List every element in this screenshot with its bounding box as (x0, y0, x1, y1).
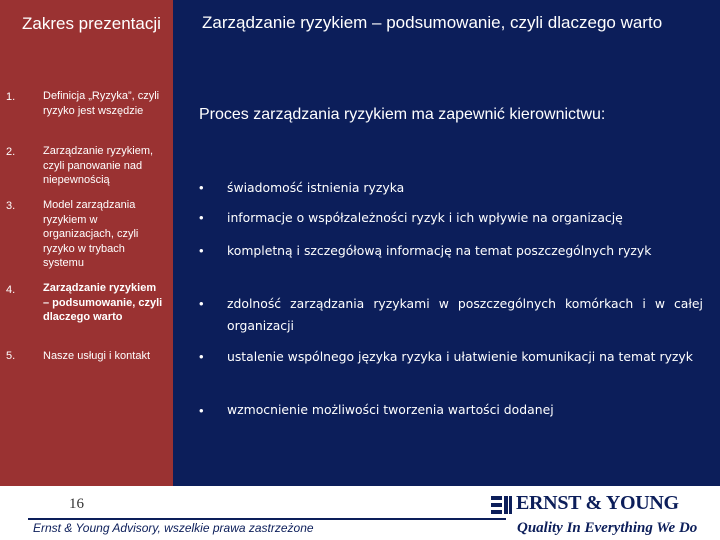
toc-item-number: 2. (6, 146, 16, 158)
slide-title: Zarządzanie ryzykiem – podsumowanie, czyli dlaczego warto (202, 13, 663, 32)
company-logo-text: ERNST & YOUNG (516, 492, 679, 514)
bullet-icon: • (199, 296, 204, 311)
bullet-icon: • (199, 180, 204, 195)
ey-logo-icon (491, 494, 513, 516)
bullet-text: kompletną i szczegółową informację na temat poszczególnych ryzyk (227, 243, 652, 258)
slide-subheading: Proces zarządzania ryzykiem ma zapewnić kierownictwu: (199, 106, 606, 123)
bullet-icon: • (199, 210, 204, 225)
toc-item-label: Model zarządzania ryzykiem w organizacjach, czyli ryzyko w trybach systemu (43, 199, 139, 269)
bullet-text: świadomość istnienia ryzyka (227, 180, 405, 195)
toc-item-number: 4. (6, 284, 16, 296)
bullet-text: zdolność zarządzania ryzykami w poszczególnych komórkach i w całej organizacji (227, 296, 703, 333)
toc-item-label: Zarządzanie ryzykiem – podsumowanie, czyli dlaczego warto (43, 282, 163, 323)
bullet-text: informacje o współzależności ryzyk i ich wpływie na organizację (227, 210, 623, 225)
copyright-text: Ernst & Young Advisory, wszelkie prawa zastrzeżone (33, 521, 314, 535)
bullet-icon: • (199, 349, 204, 364)
toc-item-label: Definicja „Ryzyka”, czyli ryzyko jest wszędzie (43, 90, 160, 117)
toc-item-number: 1. (6, 91, 16, 103)
footer-divider (28, 518, 506, 520)
toc-item-number: 3. (6, 200, 16, 212)
sidebar-title: Zakres prezentacji (22, 14, 161, 33)
toc-item-label: Nasze usługi i kontakt (43, 350, 150, 362)
bullet-icon: • (199, 243, 204, 258)
page-number: 16 (69, 496, 84, 512)
toc-item-number: 5. (6, 350, 16, 362)
company-tagline: Quality In Everything We Do (517, 520, 698, 536)
bullet-text: wzmocnienie możliwości tworzenia wartości dodanej (227, 402, 554, 417)
toc-item-label: Zarządzanie ryzykiem, czyli panowanie nad niepewnością (43, 145, 154, 186)
bullet-icon: • (199, 403, 204, 418)
bullet-text: ustalenie wspólnego języka ryzyka i ułatwienie komunikacji na temat ryzyk (227, 349, 693, 364)
